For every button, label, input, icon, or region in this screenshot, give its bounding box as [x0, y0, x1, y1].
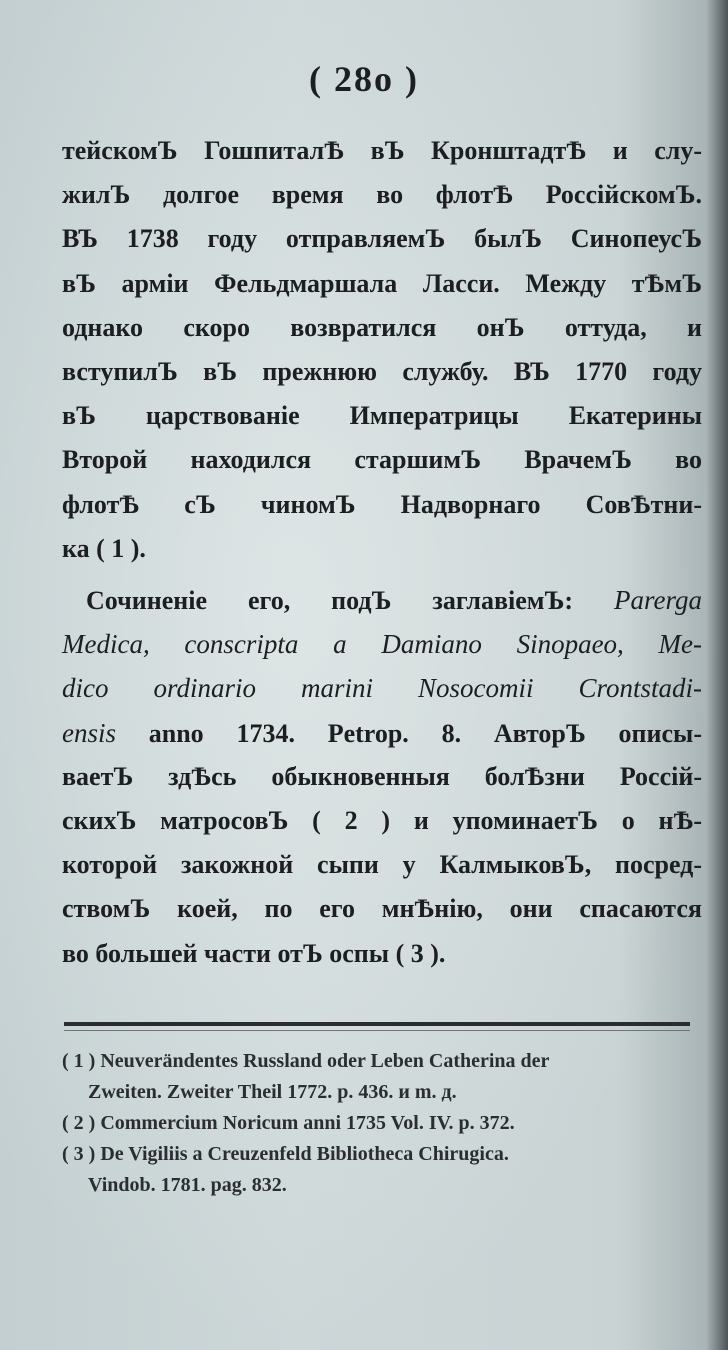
latin-title-line: dico ordinario marini Nosocomii Crontstadi- — [62, 673, 702, 704]
text-line: которой закожной сыпи у КалмыковЪ, посред- — [62, 850, 702, 880]
footnote-divider-thin — [64, 1030, 690, 1031]
text-segment: anno 1734. Petrop. 8. АвторЪ описы- — [148, 718, 702, 748]
footnote-3-continued: Vindob. 1781. pag. 832. — [88, 1174, 287, 1196]
footnote-1: ( 1 ) Neuverändentes Russland oder Leben Catherina der — [62, 1050, 550, 1072]
text-line — [62, 711, 702, 755]
paragraph-2 — [62, 578, 702, 976]
text-line: вЪ арміи Фельдмаршала Ласси. Между тѢмЪ — [62, 268, 702, 298]
footnotes — [62, 1046, 712, 1201]
text-line: тейскомЪ ГошпиталѢ вЪ КронштадтѢ и слу- — [62, 136, 702, 165]
latin-title: Parerga — [614, 585, 703, 615]
latin-title-line: Medica, conscripta a Damiano Sinopaeo, Me- — [62, 629, 702, 660]
text-line: скихЪ матросовЪ ( 2 ) и упоминаетЪ о нѢ- — [62, 805, 702, 835]
text-line: жилЪ долгое время во флотѢ РоссійскомЪ. — [62, 180, 702, 210]
text-line: вступилЪ вЪ прежнюю службу. ВЪ 1770 году — [62, 356, 702, 386]
footnote-divider — [64, 1022, 690, 1026]
page-number: ( 28о ) — [309, 59, 419, 99]
text-line: Второй находился старшимЪ ВрачемЪ во — [62, 445, 702, 475]
text-line: ваетЪ здѢсь обыкновенныя болѢзни Россій- — [62, 761, 702, 791]
paragraph-1 — [62, 129, 702, 571]
footnote-1-continued: Zweiten. Zweiter Theil 1772. p. 436. и m. д. — [88, 1081, 457, 1103]
text-line: вЪ царствованіе Императрицы Екатерины — [62, 401, 702, 431]
text-line: во большей части отЪ оспы ( 3 ). — [62, 938, 446, 968]
footnote-2: ( 2 ) Commercium Noricum anni 1735 Vol. IV. p. 372. — [62, 1112, 515, 1134]
text-line: однако скоро возвратился онЪ оттуда, и — [62, 312, 702, 342]
text-segment: Сочиненіе его, подЪ заглавіемЪ: — [86, 586, 574, 615]
text-line: ствомЪ коей, по его мнѢнію, они спасаются — [62, 894, 702, 924]
text-line: ка ( 1 ). — [62, 533, 146, 563]
footnote-3: ( 3 ) De Vigiliis a Creuzenfeld Bibliotheca Chirugica. — [62, 1143, 509, 1165]
text-line: флотѢ сЪ чиномЪ Надворнаго СовѢтни- — [62, 489, 702, 519]
latin-title: ensis — [62, 717, 116, 748]
text-line: ВЪ 1738 году отправляемЪ былЪ СинопеусЪ — [62, 224, 702, 254]
text-line — [62, 578, 702, 622]
